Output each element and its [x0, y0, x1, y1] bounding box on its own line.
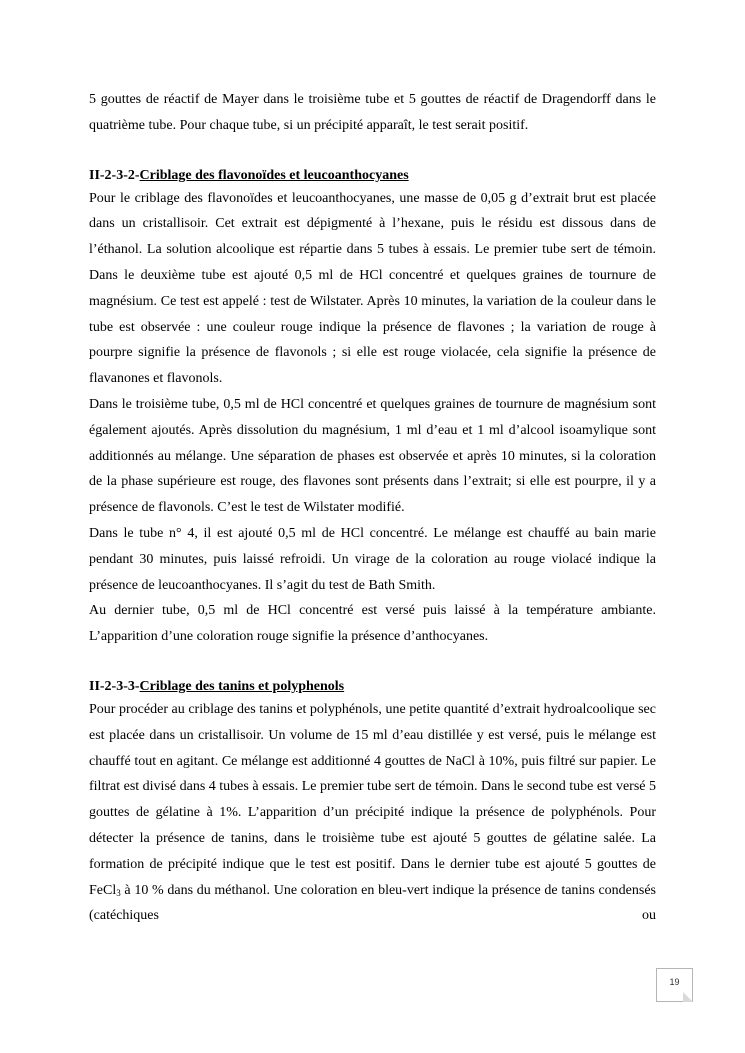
section-spacer [89, 139, 656, 166]
section-heading-flavonoides [89, 166, 656, 186]
paragraph-flavonoides-1: Pour le criblage des flavonoïdes et leucoanthocyanes, une masse de 0,05 g d’extrait brut est placée dans un cristallisoir. Cet extrait est dépigmenté à l’hexane, puis le résidu est dissous dans de l’éthanol. La solution alcoolique est répartie dans 5 tubes à essais. Le premier tube sert de témoin. Dans le deuxième tube est ajouté 0,5 ml de HCl concentré et quelques graines de tournure de magnésium. Ce test est appelé : test de Wilstater. Après 10 minutes, la variation de la couleur dans le tube est observée : une couleur rouge indique la présence de flavones ; la variation de rouge à pourpre signifie la présence de flavonols ; si elle est rouge violacée, cela signifie la présence de flavanones et flavonols. [89, 190, 656, 387]
paragraph-tanins [89, 697, 656, 929]
paragraph-tanins-text-continued: à 10 % dans du méthanol. Une coloration en bleu-vert indique la présence de tanins condensés (catéchiques ou [89, 882, 656, 924]
section-title: Criblage des tanins et polyphenols [139, 678, 345, 694]
section-heading-tanins [89, 677, 656, 697]
page-number: 19 [669, 977, 680, 987]
page-number-box [656, 968, 693, 1002]
section-title: Criblage des flavonoïdes et leucoanthocyanes [139, 167, 409, 183]
formula-subscript: 3 [116, 887, 121, 898]
folded-corner-icon [683, 992, 693, 1002]
paragraph-flavonoides-4: Au dernier tube, 0,5 ml de HCl concentré est versé puis laissé à la température ambiante. L’apparition d’une coloration rouge signifie la présence d’anthocyanes. [89, 603, 656, 645]
section-number: II-2-3-3- [89, 678, 140, 694]
paragraph-flavonoides-2: Dans le troisième tube, 0,5 ml de HCl concentré et quelques graines de tournure de magnésium sont également ajoutés. Après dissolution du magnésium, 1 ml d’eau et 1 ml d’alcool isoamylique sont additionnés au mélange. Une séparation de phases est observée et après 10 minutes, si la coloration de la phase supérieure est rouge, des flavones sont présents dans l’extrait; si elle est pourpre, il y a présence de flavonols. C’est le test de Wilstater modifié. [89, 396, 656, 516]
paragraph-flavonoides-3: Dans le tube n° 4, il est ajouté 0,5 ml de HCl concentré. Le mélange est chauffé au bain marie pendant 30 minutes, puis laissé refroidi. Un virage de la coloration au rouge violacé indique la présence de leucoanthocyanes. Il s’agit du test de Bath Smith. [89, 525, 656, 593]
section-number: II-2-3-2- [89, 167, 140, 183]
paragraph-tanins-text: Pour procéder au criblage des tanins et polyphénols, une petite quantité d’extrait hydroalcoolique sec est placée dans un cristallisoir. Un volume de 15 ml d’eau distillée y est versé, puis le mélange est chauffé tout en agitant. Ce mélange est additionné 4 gouttes de NaCl à 10%, puis filtré sur papier. Le filtrat est divisé dans 4 tubes à essais. Le premier tube sert de témoin. Dans le second tube est versé 5 gouttes de gélatine à 1%. L’apparition d’un précipité indique la présence de polyphénols. Pour détecter la présence de tanins, dans le troisième tube est ajouté 5 gouttes de gélatine salée. La formation de précipité indique que le test est positif. Dans le dernier tube est ajouté 5 gouttes de FeCl [89, 701, 656, 898]
page-content [89, 87, 656, 929]
intro-paragraph: 5 gouttes de réactif de Mayer dans le troisième tube et 5 gouttes de réactif de Dragendorff dans le quatrième tube. Pour chaque tube, si un précipité apparaît, le test serait positif. [89, 92, 656, 133]
section-spacer [89, 650, 656, 677]
